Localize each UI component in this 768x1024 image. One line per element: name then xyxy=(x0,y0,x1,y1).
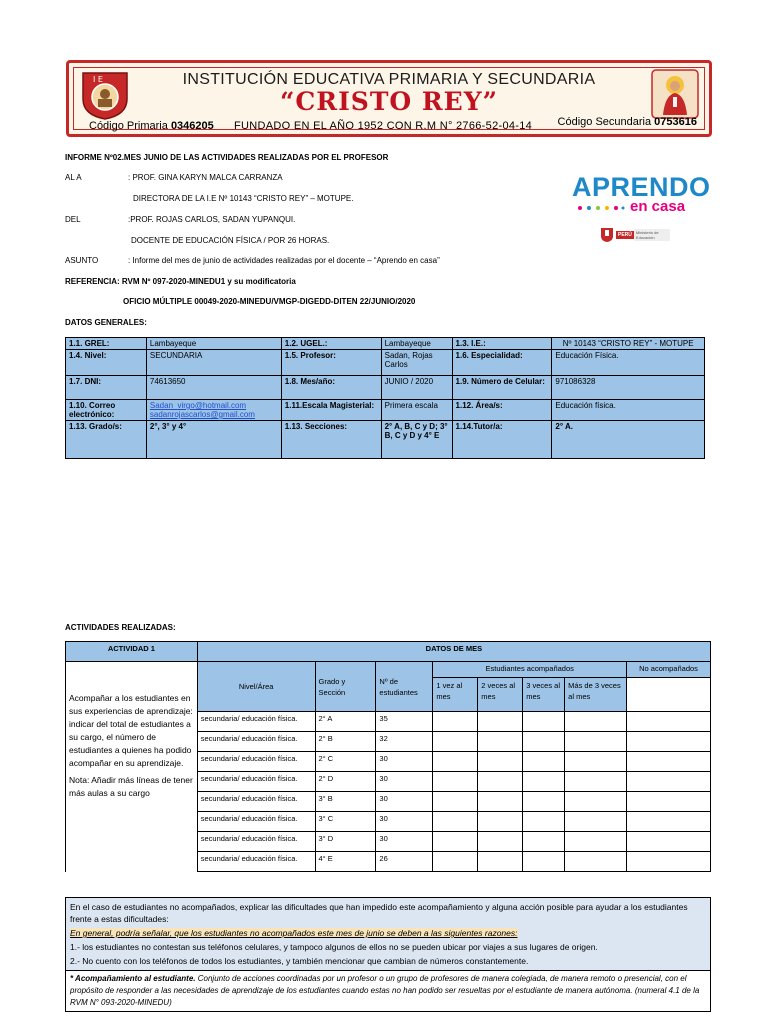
report-title: INFORME Nº02.MES JUNIO DE LAS ACTIVIDADES REALIZADAS POR EL PROFESOR xyxy=(65,153,389,162)
three-cell xyxy=(523,812,565,832)
from-value: :PROF. ROJAS CARLOS, SADAN YUPANQUI. xyxy=(128,215,296,224)
founded-text: FUNDADO EN EL AÑO 1952 CON R.M N° 2766-52-04-14 xyxy=(234,120,533,132)
area-value: Educación física. xyxy=(552,400,705,421)
activities-table xyxy=(65,641,711,872)
ministry-label: Ministerio de Educación xyxy=(634,229,670,241)
teacher-label: 1.5. Profesor: xyxy=(281,350,381,376)
twice-cell xyxy=(478,852,523,872)
definition-title: * Acompañamiento al estudiante. xyxy=(70,974,196,983)
level-label: 1.4. Nivel: xyxy=(66,350,147,376)
level-area-cell: secundaria/ educación física. xyxy=(197,772,315,792)
once-cell xyxy=(433,712,478,732)
general-data-title: DATOS GENERALES: xyxy=(65,318,147,327)
peru-label: PERÚ xyxy=(618,232,632,238)
reference: REFERENCIA: RVM Nº 097-2020-MINEDU1 y su modificatoria xyxy=(65,277,296,286)
month-year-label: 1.8. Mes/año: xyxy=(281,376,381,400)
institution-name: INSTITUCIÓN EDUCATIVA PRIMARIA Y SECUNDARIA xyxy=(182,71,596,88)
activity-note: Nota: Añadir más líneas de tener más aulas a su cargo xyxy=(69,775,193,798)
not-accompanied-cell xyxy=(627,678,711,712)
grade-cell: 3° D xyxy=(315,832,376,852)
not-accompanied-cell xyxy=(627,752,711,772)
more-cell xyxy=(565,812,627,832)
to-role: DIRECTORA DE LA I.E Nº 10143 “CRISTO REY” – MOTUPE. xyxy=(133,194,354,203)
more-cell xyxy=(565,792,627,812)
level-area-cell: secundaria/ educación física. xyxy=(197,852,315,872)
sections-value: 2° A, B, C y D; 3° B, C y D y 4° E xyxy=(381,421,452,459)
once-cell xyxy=(433,852,478,872)
specialty-label: 1.6. Especialidad: xyxy=(452,350,552,376)
grade-cell: 3° B xyxy=(315,792,376,812)
more-header: Más de 3 veces al mes xyxy=(565,678,627,712)
more-cell xyxy=(565,712,627,732)
three-cell xyxy=(523,712,565,732)
notes-general-text: En general, podría señalar, que los estudiantes no acompañados este mes de junio se deben a las siguientes razones: xyxy=(70,928,518,938)
table-row xyxy=(66,400,705,421)
level-area-cell: secundaria/ educación física. xyxy=(197,812,315,832)
level-value: SECUNDARIA xyxy=(146,350,281,376)
once-cell xyxy=(433,732,478,752)
grade-cell: 2° B xyxy=(315,732,376,752)
month-year-value: JUNIO / 2020 xyxy=(381,376,452,400)
not-accompanied-cell xyxy=(627,772,711,792)
to-label: AL A xyxy=(65,173,82,182)
general-data-table xyxy=(65,337,705,459)
notes-reason-2: 2.- No cuento con los teléfonos de todos los estudiantes, y también mencionar que cambian de números constantemente. xyxy=(66,954,710,970)
primary-code-label: Código Primaria xyxy=(89,120,168,132)
level-area-cell: secundaria/ educación física. xyxy=(197,712,315,732)
three-cell xyxy=(523,852,565,872)
level-area-cell: secundaria/ educación física. xyxy=(197,752,315,772)
primary-code xyxy=(89,120,214,132)
tutor-value: 2° A. xyxy=(552,421,705,459)
more-cell xyxy=(565,732,627,752)
level-area-cell: secundaria/ educación física. xyxy=(197,832,315,852)
phone-label: 1.9. Número de Celular: xyxy=(452,376,552,400)
not-accompanied-cell xyxy=(627,852,711,872)
grade-cell: 3° C xyxy=(315,812,376,832)
twice-header: 2 veces al mes xyxy=(478,678,523,712)
three-cell xyxy=(523,772,565,792)
level-area-cell: secundaria/ educación física. xyxy=(197,732,315,752)
notes-definition xyxy=(66,970,710,1011)
accompanied-header: Estudiantes acompañados xyxy=(433,662,627,678)
not-accompanied-cell xyxy=(627,732,711,752)
month-data-header: DATOS DE MES xyxy=(197,642,710,662)
email-label: 1.10. Correo electrónico: xyxy=(66,400,147,421)
school-header-banner xyxy=(66,60,712,137)
once-cell xyxy=(433,812,478,832)
more-cell xyxy=(565,832,627,852)
notes-box xyxy=(65,897,711,1012)
sections-label: 1.13. Secciones: xyxy=(281,421,381,459)
aprendo-logo-text: APRENDO xyxy=(572,172,711,202)
twice-cell xyxy=(478,712,523,732)
secondary-code-label: Código Secundaria xyxy=(557,116,652,128)
not-accompanied-header: No acompañados xyxy=(627,662,711,678)
ugel-label: 1.2. UGEL.: xyxy=(281,338,381,350)
table-row xyxy=(66,642,711,662)
email-values xyxy=(146,400,281,421)
more-cell xyxy=(565,852,627,872)
specialty-value: Educación Física. xyxy=(552,350,705,376)
subject-label: ASUNTO xyxy=(65,256,99,265)
table-row xyxy=(66,376,705,400)
more-cell xyxy=(565,772,627,792)
oficio: OFICIO MÚLTIPLE 00049-2020-MINEDU/VMGP-DIGEDD-DITEN 22/JUNIO/2020 xyxy=(123,297,416,306)
notes-intro: En el caso de estudiantes no acompañados, explicar las dificultades que han impedido este acompañamiento y alguna acción posible para ayudar a los estudiantes frente a estas dificultades: xyxy=(66,898,710,926)
count-cell: 30 xyxy=(376,752,433,772)
secondary-code-value: 0753616 xyxy=(654,116,697,128)
peru-shield-icon xyxy=(600,227,614,243)
grade-cell: 2° A xyxy=(315,712,376,732)
not-accompanied-cell xyxy=(627,832,711,852)
area-label: 1.12. Área/s: xyxy=(452,400,552,421)
once-cell xyxy=(433,752,478,772)
three-cell xyxy=(523,832,565,852)
scale-value: Primera escala xyxy=(381,400,452,421)
not-accompanied-cell xyxy=(627,812,711,832)
level-area-cell: secundaria/ educación física. xyxy=(197,792,315,812)
ministry-badge xyxy=(600,226,682,244)
table-row xyxy=(66,350,705,376)
twice-cell xyxy=(478,812,523,832)
subject-value: : Informe del mes de junio de actividades realizadas por el docente – “Aprendo en casa” xyxy=(128,256,440,265)
secondary-code xyxy=(558,116,697,128)
colored-dots-icon xyxy=(576,204,626,212)
level-area-header: Nivel/Área xyxy=(197,662,315,712)
three-header: 3 veces al mes xyxy=(523,678,565,712)
tutor-label: 1.14.Tutor/a: xyxy=(452,421,552,459)
notes-reason-1: 1.- los estudiantes no contestan sus teléfonos celulares, y tampoco algunos de ellos no se pueden ubicar por viajes a sus lugares de origen. xyxy=(66,940,710,954)
three-cell xyxy=(523,732,565,752)
svg-text:I E: I E xyxy=(93,75,103,84)
ugel-value: Lambayeque xyxy=(381,338,452,350)
grade-section-header: Grado y Sección xyxy=(315,662,376,712)
twice-cell xyxy=(478,752,523,772)
teacher-value: Sadan, Rojas Carlos xyxy=(381,350,452,376)
num-students-header: Nº de estudiantes xyxy=(376,662,433,712)
notes-general xyxy=(66,926,710,940)
grade-cell: 2° C xyxy=(315,752,376,772)
twice-cell xyxy=(478,832,523,852)
definition-text: Conjunto de acciones coordinadas por un profesor o un grupo de profesores de manera colegiada, de manera remoto o presencial, con el propósito de responder a las necesidades de aprendizaje de los estudiantes cuando estas no han podido ser resueltas por el estudiante de manera autónoma. (numeral 4.1 de la RVM N° 093-2020-MINEDU) xyxy=(70,974,700,1007)
count-cell: 30 xyxy=(376,772,433,792)
once-header: 1 vez al mes xyxy=(433,678,478,712)
activities-title: ACTIVIDADES REALIZADAS: xyxy=(65,623,176,632)
twice-cell xyxy=(478,792,523,812)
count-cell: 30 xyxy=(376,792,433,812)
dni-value: 74613650 xyxy=(146,376,281,400)
count-cell: 30 xyxy=(376,812,433,832)
activity-description xyxy=(66,662,198,872)
table-row xyxy=(66,421,705,459)
activity-description-text: Acompañar a los estudiantes en sus experiencias de aprendizaje: indicar del total de estudiantes a su cargo, el número de estudiantes a quienes ha podido acompañar en su aprendizaje. xyxy=(69,693,193,768)
count-cell: 35 xyxy=(376,712,433,732)
three-cell xyxy=(523,752,565,772)
phone-value: 971086328 xyxy=(552,376,705,400)
twice-cell xyxy=(478,732,523,752)
table-row xyxy=(66,338,705,350)
from-role: DOCENTE DE EDUCACIÓN FÍSICA / POR 26 HORAS. xyxy=(131,236,330,245)
to-value: : PROF. GINA KARYN MALCA CARRANZA xyxy=(128,173,283,182)
grades-value: 2°, 3° y 4° xyxy=(146,421,281,459)
count-cell: 32 xyxy=(376,732,433,752)
grel-label: 1.1. GREL: xyxy=(66,338,147,350)
not-accompanied-cell xyxy=(627,792,711,812)
en-casa-logo-text: en casa xyxy=(630,198,686,215)
grades-label: 1.13. Grado/s: xyxy=(66,421,147,459)
school-name: “CRISTO REY” xyxy=(280,87,498,116)
from-label: DEL xyxy=(65,215,81,224)
once-cell xyxy=(433,772,478,792)
grel-value: Lambayeque xyxy=(146,338,281,350)
count-cell: 26 xyxy=(376,852,433,872)
table-row xyxy=(66,662,711,678)
once-cell xyxy=(433,792,478,812)
dni-label: 1.7. DNI: xyxy=(66,376,147,400)
scale-label: 1.11.Escala Magisterial: xyxy=(281,400,381,421)
twice-cell xyxy=(478,772,523,792)
ie-label: 1.3. I.E.: xyxy=(452,338,552,350)
email-link-gmail[interactable]: sadanrojascarlos@gmail.com xyxy=(149,410,255,419)
not-accompanied-cell xyxy=(627,712,711,732)
grade-cell: 4° E xyxy=(315,852,376,872)
activity-label: ACTIVIDAD 1 xyxy=(66,642,198,662)
primary-code-value: 0346205 xyxy=(170,120,214,132)
more-cell xyxy=(565,752,627,772)
count-cell: 30 xyxy=(376,832,433,852)
email-link-hotmail[interactable]: Sadan_virgo@hotmail.com xyxy=(149,401,247,410)
grade-cell: 2° D xyxy=(315,772,376,792)
once-cell xyxy=(433,832,478,852)
three-cell xyxy=(523,792,565,812)
ie-value: Nº 10143 “CRISTO REY” - MOTUPE xyxy=(552,338,705,350)
